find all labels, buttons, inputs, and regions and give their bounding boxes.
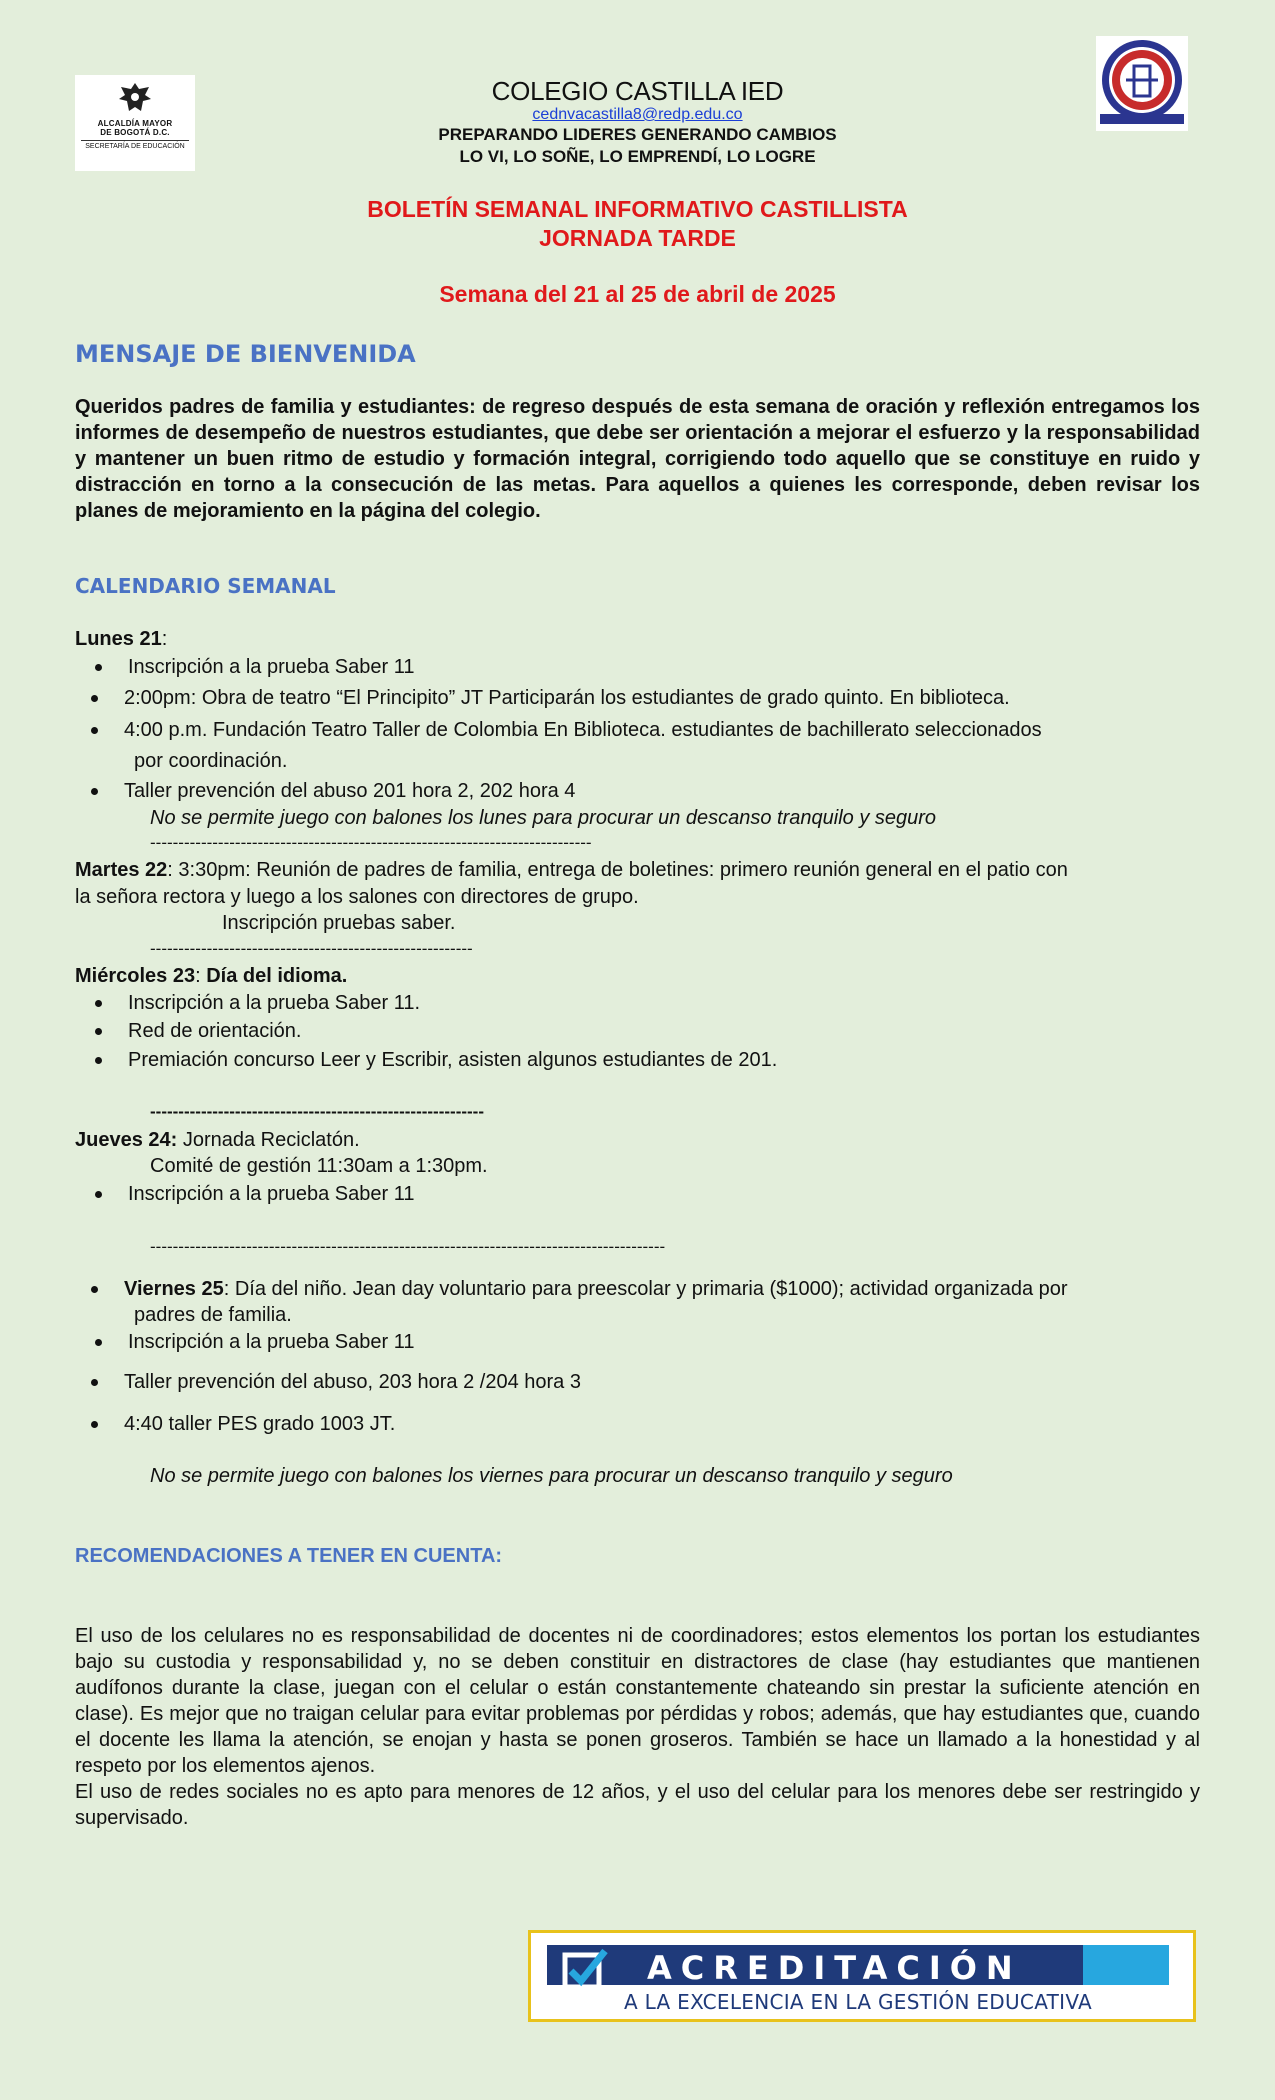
motto-line-2: LO VI, LO SOÑE, LO EMPRENDÍ, LO LOGRE xyxy=(459,147,816,166)
monday-separator: ------------------------------------------------------------------------------ xyxy=(150,833,592,852)
monday-item-1: Inscripción a la prueba Saber 11 xyxy=(128,656,415,678)
recommendations-text xyxy=(75,1623,1200,1831)
monday-item-3-continued: por coordinación. xyxy=(134,750,288,772)
monday-note: No se permite juego con balones los lunes para procurar un descanso tranquilo y seguro xyxy=(150,807,937,829)
thursday-text: Jornada Reciclatón. xyxy=(177,1129,360,1151)
recommendations-paragraph-1: El uso de los celulares no es responsabilidad de docentes ni de coordinadores; estos elementos los portan los estudiantes bajo su custodia y responsabilidad y, no se deben constituir en distractores de clase (hay estudiantes que mantienen audífonos durante la clase, juegan con el celular o están constantemente chateando sin prestar la suficiente atención en clase). Es mejor que no traigan celular para evitar problemas por pérdidas y robos; además, que hay estudiantes que, cuando el docente les llama la atención, se enojan y hasta se ponen groseros. También se hace un llamado a la honestidad y al respeto por los elementos ajenos. xyxy=(75,1625,1200,1777)
monday-item-2: 2:00pm: Obra de teatro “El Principito” JT Participarán los estudiantes de grado quinto. En biblioteca. xyxy=(124,687,1010,709)
friday-text: : Día del niño. Jean day voluntario para preescolar y primaria ($1000); actividad organizada por xyxy=(223,1278,1068,1300)
shift-title: JORNADA TARDE xyxy=(539,225,736,251)
friday-day: Viernes 25 xyxy=(124,1278,224,1300)
friday-note: No se permite juego con balones los viernes para procurar un descanso tranquilo y seguro xyxy=(150,1465,953,1487)
accreditation-bar xyxy=(547,1945,1169,1985)
thursday-line-1 xyxy=(75,1127,360,1153)
tuesday-line-2: la señora rectora y luego a los salones con directores de grupo. xyxy=(75,886,639,908)
thursday-separator: ------------------------------------------------------------------------------------------- xyxy=(150,1237,666,1256)
friday-item-3: 4:40 taller PES grado 1003 JT. xyxy=(124,1413,396,1435)
friday-item-main-continued: padres de familia. xyxy=(134,1304,292,1326)
monday-item-3: 4:00 p.m. Fundación Teatro Taller de Colombia En Biblioteca. estudiantes de bachillerato seleccionados xyxy=(124,719,1042,741)
tuesday-text: : 3:30pm: Reunión de padres de familia, entrega de boletines: primero reunión general en el patio con xyxy=(167,859,1068,881)
tuesday-day: Martes 22 xyxy=(75,859,168,881)
accreditation-bar-accent xyxy=(1083,1945,1169,1985)
school-email-link[interactable]: cednvacastilla8@redp.edu.co xyxy=(532,106,743,123)
thursday-line-2: Comité de gestión 11:30am a 1:30pm. xyxy=(150,1155,488,1177)
tuesday-separator: --------------------------------------------------------- xyxy=(150,939,473,958)
wednesday-heading xyxy=(75,963,347,989)
thursday-item-1: Inscripción a la prueba Saber 11 xyxy=(128,1183,415,1205)
wednesday-colon: : xyxy=(195,965,207,987)
calendar-heading: CALENDARIO SEMANAL xyxy=(75,574,336,598)
wednesday-theme: Día del idioma. xyxy=(206,965,348,987)
accreditation-banner xyxy=(528,1930,1196,2022)
monday-item-4: Taller prevención del abuso 201 hora 2, 202 hora 4 xyxy=(124,780,576,802)
wednesday-day: Miércoles 23 xyxy=(75,965,196,987)
wednesday-item-3: Premiación concurso Leer y Escribir, asisten algunos estudiantes de 201. xyxy=(128,1049,778,1071)
recommendations-paragraph-2: El uso de redes sociales no es apto para menores de 12 años, y el uso del celular para los menores debe ser restringido y supervisado. xyxy=(75,1781,1200,1829)
welcome-message: Queridos padres de familia y estudiantes: de regreso después de esta semana de oración y reflexión entregamos los informes de desempeño de nuestros estudiantes, que debe ser orientación a mejorar el esfuerzo y la responsabilidad y mantener un buen ritmo de estudio y formación integral, corrigiendo todo aquello que se constituye en ruido y distracción en torno a la consecución de las metas. Para aquellos a quienes les corresponde, deben revisar los planes de mejoramiento en la página del colegio. xyxy=(75,396,1200,522)
school-name: COLEGIO CASTILLA IED xyxy=(491,76,784,106)
week-title: Semana del 21 al 25 de abril de 2025 xyxy=(439,281,836,307)
friday-item-1: Inscripción a la prueba Saber 11 xyxy=(128,1331,415,1353)
tuesday-line-1 xyxy=(75,857,1068,883)
logo-text-line2: DE BOGOTÁ D.C. xyxy=(100,128,170,137)
friday-item-2: Taller prevención del abuso, 203 hora 2 /204 hora 3 xyxy=(124,1371,581,1393)
recommendations-heading: RECOMENDACIONES A TENER EN CUENTA: xyxy=(75,1545,503,1567)
monday-heading xyxy=(75,626,167,652)
motto-line-1: PREPARANDO LIDERES GENERANDO CAMBIOS xyxy=(438,125,837,144)
monday-day: Lunes 21 xyxy=(75,628,162,650)
accreditation-tagline: A LA EXCELENCIA EN LA GESTIÓN EDUCATIVA xyxy=(623,1990,1093,2014)
wednesday-item-2: Red de orientación. xyxy=(128,1020,302,1042)
logo-text-line3: SECRETARÍA DE EDUCACIÓN xyxy=(81,140,189,150)
wednesday-separator: ----------------------------------------------------------- xyxy=(150,1102,485,1121)
tuesday-line-3: Inscripción pruebas saber. xyxy=(222,912,456,934)
thursday-day: Jueves 24: xyxy=(75,1129,178,1151)
friday-item-main xyxy=(124,1276,1068,1302)
monday-colon: : xyxy=(161,628,168,650)
welcome-heading: MENSAJE DE BIENVENIDA xyxy=(75,340,416,368)
wednesday-item-1: Inscripción a la prueba Saber 11. xyxy=(128,992,421,1014)
bulletin-title: BOLETÍN SEMANAL INFORMATIVO CASTILLISTA xyxy=(367,196,908,222)
accreditation-word: ACREDITACIÓN xyxy=(647,1949,1022,1987)
logo-text-line1: ALCALDÍA MAYOR xyxy=(97,119,173,128)
